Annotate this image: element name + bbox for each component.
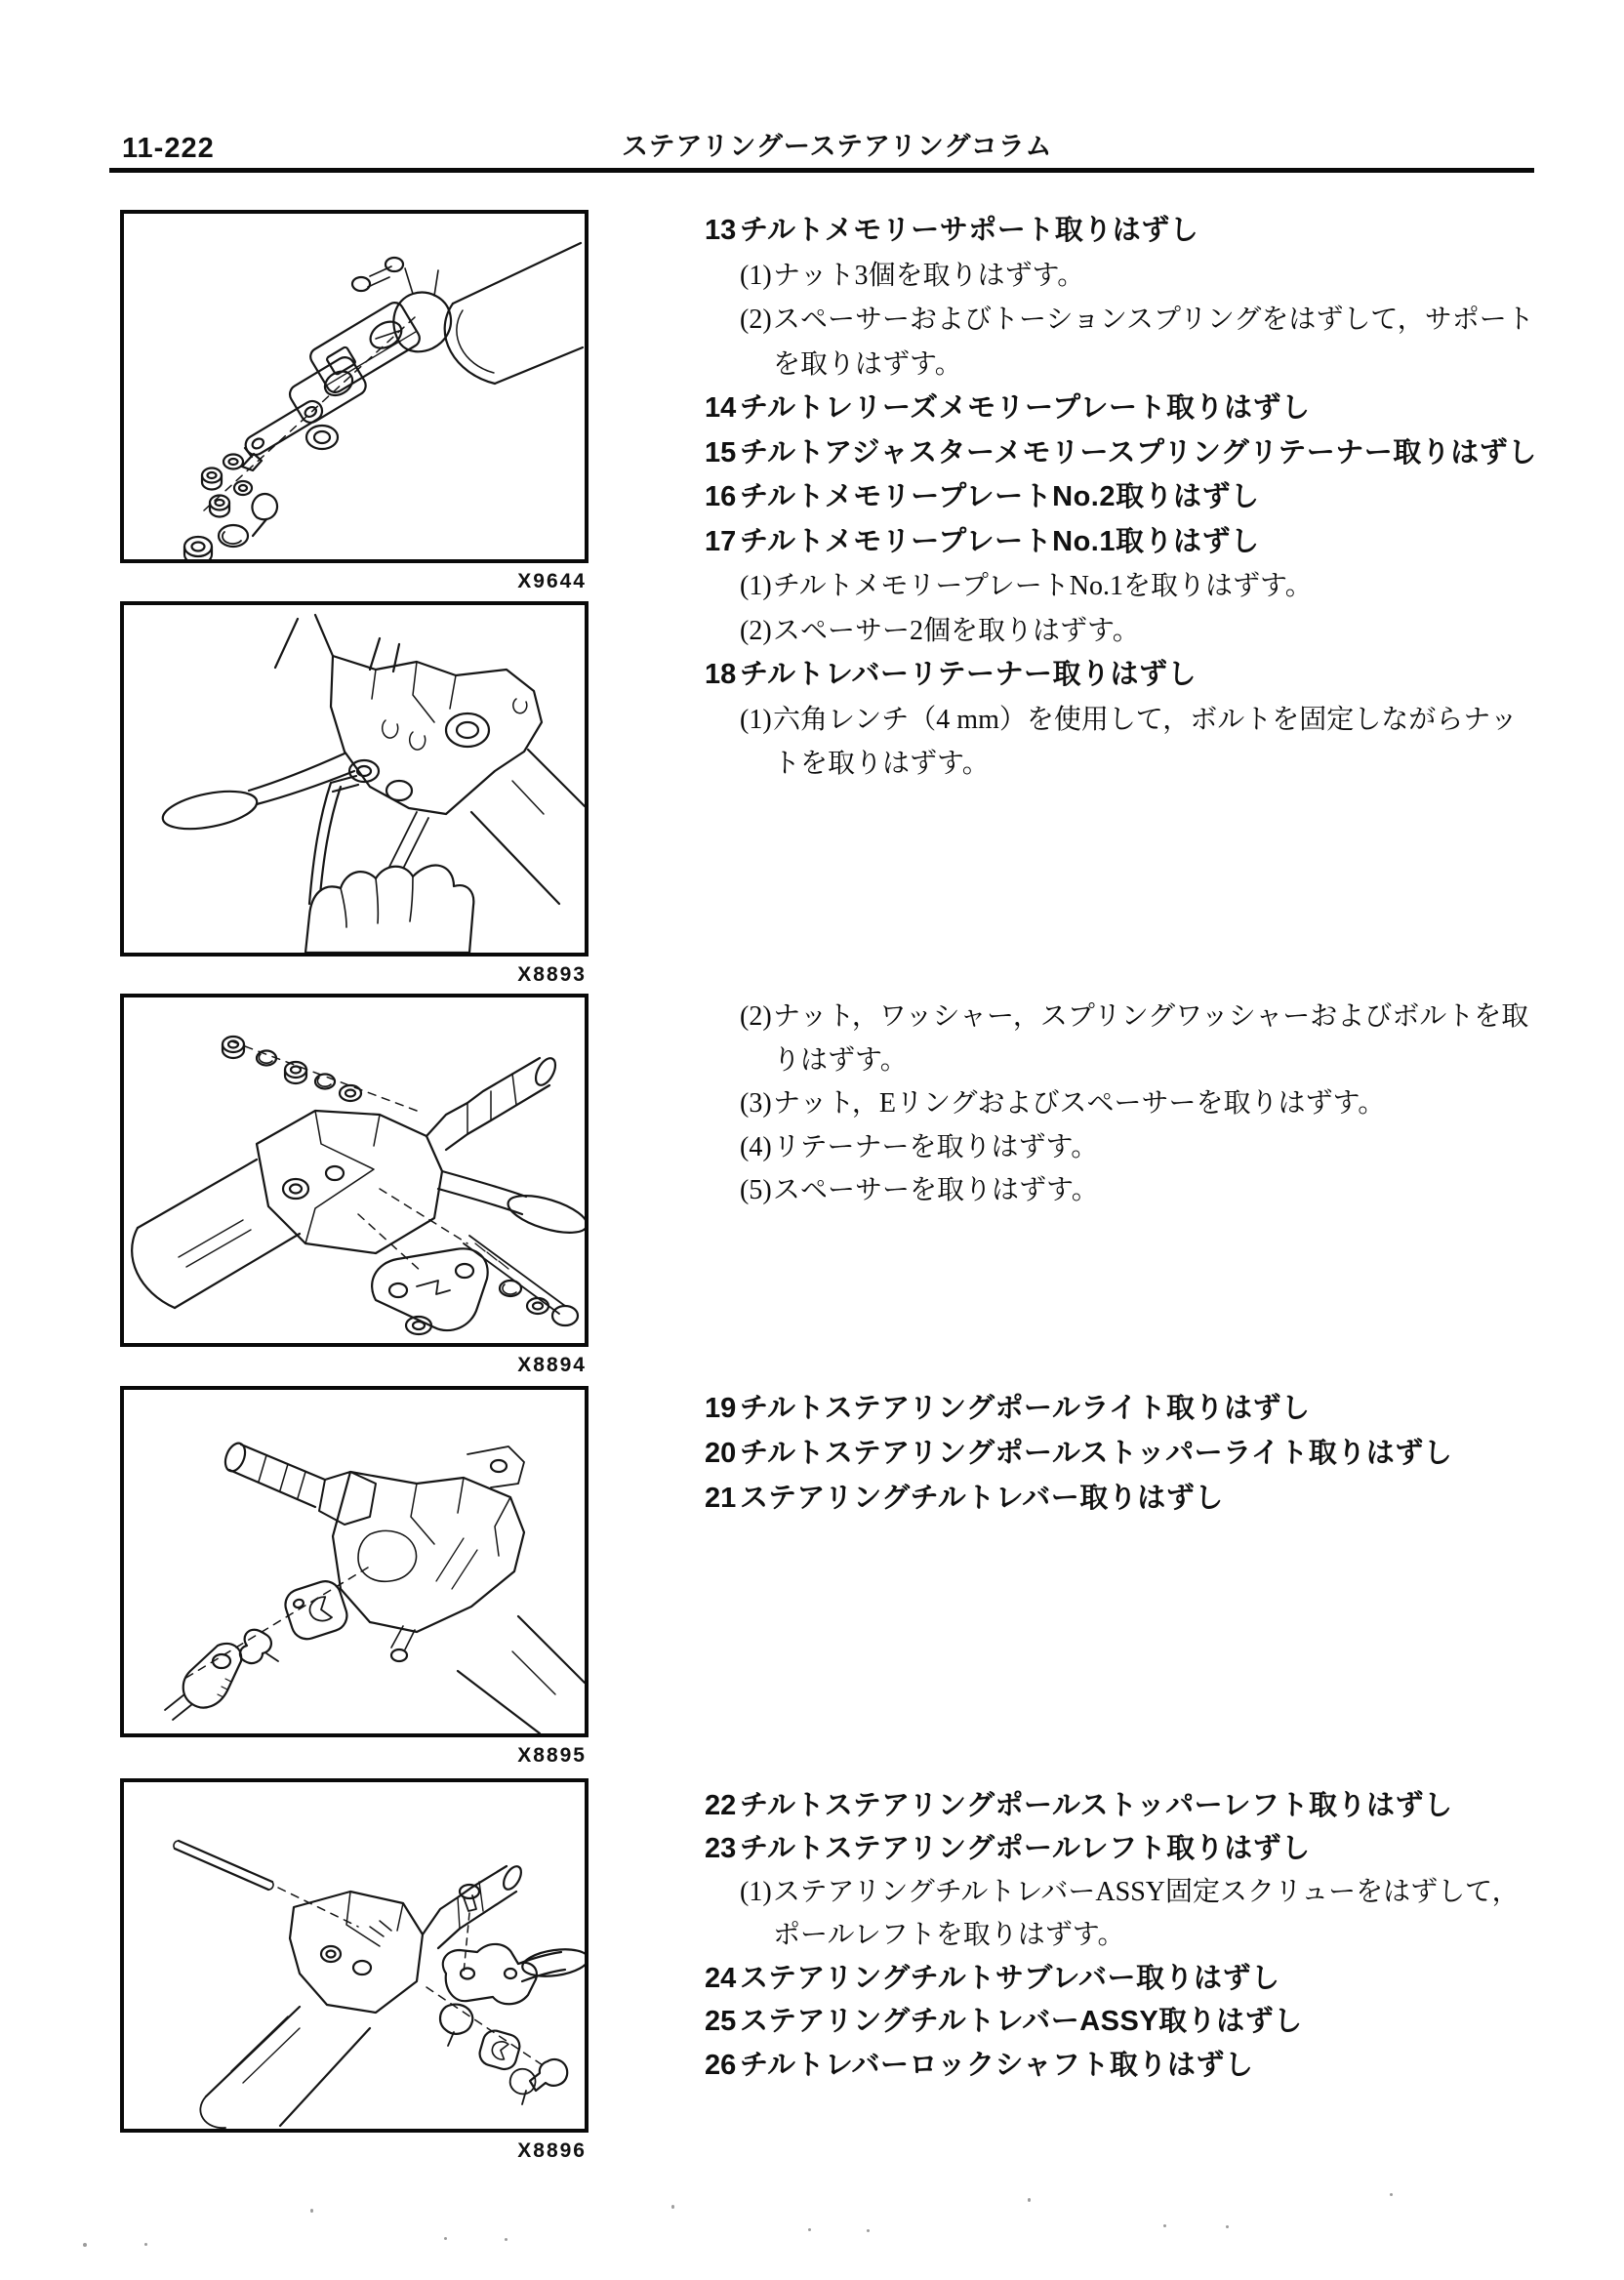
figure-label: X9644: [517, 570, 587, 592]
step-number: 20: [705, 1438, 737, 1469]
procedure-steps-19-21: [683, 1386, 1566, 1521]
page-title: ステアリングーステアリングコラム: [622, 132, 1053, 161]
exploded-view-lever-retainer-icon: [124, 998, 585, 1343]
step-heading: [683, 209, 1566, 254]
page-number: 11-222: [122, 133, 215, 164]
instruction-text: ポールレフトを取りはずす。: [773, 1919, 1125, 1950]
instruction-text: りはずす。: [773, 1044, 908, 1076]
instruction-text: スペーサーおよびトーションスプリングをはずして，サポート: [773, 305, 1534, 335]
scan-speck: [144, 2243, 147, 2246]
continuation-line: [683, 742, 1566, 787]
step-title: チルトメモリープレートNo.2取りはずし: [740, 481, 1260, 512]
step-number: 22: [705, 1790, 737, 1821]
step-heading: [683, 2000, 1566, 2043]
step-heading: [683, 1386, 1566, 1431]
scan-speck: [1226, 2225, 1229, 2228]
figure-x8894: [120, 994, 589, 1377]
substep-line: [683, 1082, 1566, 1126]
step-heading: [683, 520, 1566, 565]
step-heading: [683, 1957, 1566, 2000]
substep-line: [683, 298, 1566, 343]
substep-line: [683, 564, 1566, 609]
figure-x8895: [120, 1386, 589, 1768]
step-heading: [683, 1784, 1566, 1827]
step-title: チルトステアリングポールストッパーレフト取りはずし: [740, 1790, 1453, 1821]
step-number: 23: [705, 1833, 737, 1865]
scan-speck: [671, 2205, 674, 2209]
scan-speck: [310, 2209, 313, 2213]
figure-frame: [120, 1778, 589, 2133]
step-heading: [683, 2044, 1566, 2087]
procedure-steps-22-26: [683, 1784, 1566, 2087]
step-number: 14: [705, 392, 737, 424]
step-heading: [683, 387, 1566, 431]
step-title: チルトメモリープレートNo.1取りはずし: [740, 525, 1260, 557]
step-heading: [683, 1827, 1566, 1870]
substep-label: (2): [740, 615, 772, 646]
figure-x8896: [120, 1778, 589, 2163]
step-heading: [683, 1431, 1566, 1476]
figure-x9644: [120, 210, 589, 593]
exploded-view-tilt-memory-support-icon: [124, 214, 585, 559]
scan-speck: [83, 2243, 87, 2247]
figure-label: X8894: [517, 1354, 587, 1376]
scan-speck: [867, 2229, 870, 2232]
figure-frame: [120, 994, 589, 1347]
substep-label: (4): [740, 1131, 772, 1162]
figure-label: X8893: [517, 963, 587, 986]
scan-speck: [444, 2237, 447, 2240]
figure-label: X8896: [517, 2139, 587, 2162]
instruction-text: を取りはずす。: [773, 348, 962, 380]
substep-label: (5): [740, 1175, 772, 1205]
step-number: 16: [705, 481, 737, 512]
instruction-text: ステアリングチルトレバーASSY固定スクリューをはずして，: [773, 1876, 1520, 1907]
instruction-text: スペーサーを取りはずす。: [773, 1175, 1099, 1205]
step-title: ステアリングチルトサブレバー取りはずし: [740, 1963, 1280, 1995]
step-title: チルトメモリーサポート取りはずし: [740, 215, 1199, 246]
step-number: 13: [705, 215, 737, 246]
substep-line: [683, 698, 1566, 743]
instruction-text: チルトメモリープレートNo.1を取りはずす。: [773, 571, 1313, 601]
continuation-line: [683, 343, 1566, 387]
substep-label: (2): [740, 305, 772, 335]
step-number: 26: [705, 2049, 737, 2081]
exploded-view-tilt-lever-assy-icon: [124, 1782, 585, 2129]
substep-label: (1): [740, 571, 772, 601]
step-title: チルトレバーリテーナー取りはずし: [740, 659, 1197, 690]
substep-line: [683, 1871, 1566, 1914]
procedure-steps-13-18: [683, 209, 1566, 787]
step-title: チルトステアリングポールライト取りはずし: [740, 1393, 1311, 1424]
continuation-line: [683, 1039, 1566, 1083]
header-rule: [109, 168, 1534, 173]
instruction-text: ナット3個を取りはずす。: [773, 260, 1085, 291]
step-number: 19: [705, 1393, 737, 1424]
instruction-text: 六角レンチ（4 mm）を使用して，ボルトを固定しながらナッ: [773, 704, 1518, 735]
figure-frame: [120, 601, 589, 957]
instruction-text: スペーサー2個を取りはずす。: [773, 615, 1140, 646]
substep-label: (3): [740, 1088, 772, 1119]
hex-wrench-on-column-icon: [124, 605, 585, 953]
substep-label: (1): [740, 704, 772, 735]
step-heading: [683, 475, 1566, 520]
step-number: 17: [705, 525, 737, 557]
scan-speck: [1163, 2224, 1166, 2227]
step-heading: [683, 653, 1566, 698]
substep-label: (1): [740, 1876, 772, 1907]
step-heading: [683, 431, 1566, 476]
step-title: ステアリングチルトレバーASSY取りはずし: [740, 2006, 1303, 2038]
step-number: 18: [705, 659, 737, 690]
step-number: 25: [705, 2006, 737, 2038]
step-title: チルトステアリングポールレフト取りはずし: [740, 1833, 1311, 1865]
step-title: ステアリングチルトレバー取りはずし: [740, 1483, 1224, 1514]
substep-label: (2): [740, 1001, 772, 1032]
instruction-text: ナット，ワッシャー，スプリングワッシャーおよびボルトを取: [773, 1001, 1529, 1032]
figure-label: X8895: [517, 1744, 587, 1767]
figure-frame: [120, 1386, 589, 1737]
figure-x8893: [120, 601, 589, 987]
substep-line: [683, 254, 1566, 299]
exploded-view-pawl-right-icon: [124, 1390, 585, 1733]
substep-line: [683, 996, 1566, 1039]
scan-speck: [505, 2238, 508, 2241]
substep-line: [683, 1169, 1566, 1213]
instruction-text: ナット，Eリングおよびスペーサーを取りはずす。: [773, 1088, 1386, 1119]
procedure-substeps-18: [683, 996, 1566, 1213]
step-title: チルトレバーロックシャフト取りはずし: [740, 2049, 1254, 2081]
step-number: 15: [705, 436, 737, 468]
step-heading: [683, 1476, 1566, 1521]
step-number: 24: [705, 1963, 737, 1995]
scan-speck: [808, 2228, 811, 2231]
continuation-line: [683, 1914, 1566, 1957]
step-number: 21: [705, 1483, 737, 1514]
step-title: チルトステアリングポールストッパーライト取りはずし: [740, 1438, 1453, 1469]
instruction-text: トを取りはずす。: [773, 749, 990, 779]
step-title: チルトアジャスターメモリースプリングリテーナー取りはずし: [740, 436, 1537, 468]
substep-line: [683, 1126, 1566, 1170]
substep-label: (1): [740, 260, 772, 291]
figure-frame: [120, 210, 589, 563]
scan-speck: [1390, 2193, 1393, 2196]
instruction-text: リテーナーを取りはずす。: [773, 1131, 1099, 1162]
substep-line: [683, 609, 1566, 654]
scan-speck: [1028, 2198, 1031, 2202]
step-title: チルトレリーズメモリープレート取りはずし: [740, 392, 1311, 424]
